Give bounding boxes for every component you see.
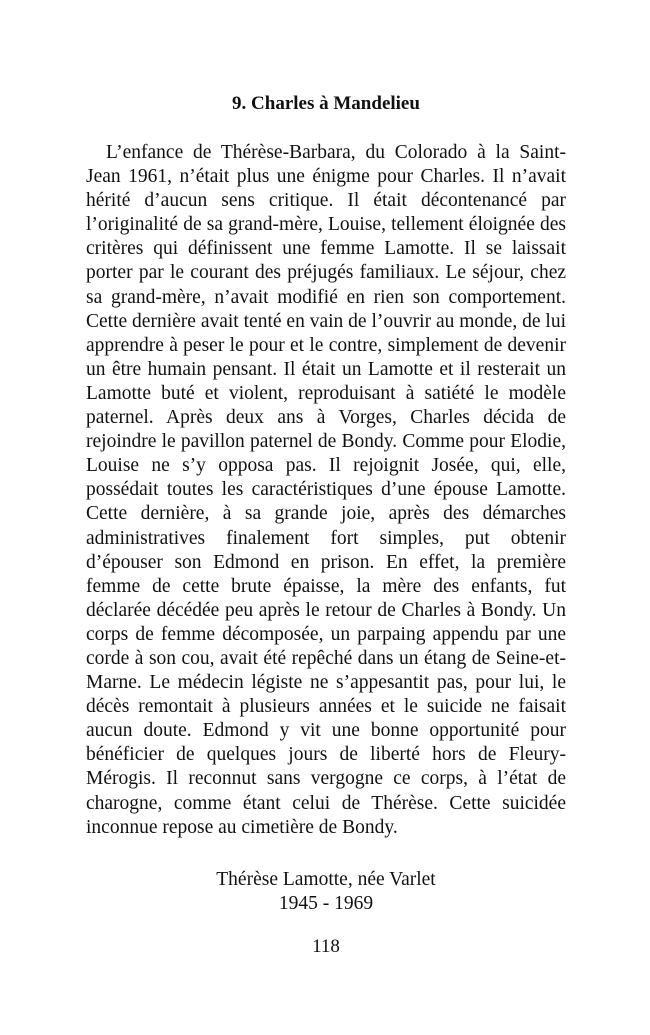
book-page bbox=[86, 0, 566, 1035]
dedication-dates: 1945 - 1969 bbox=[278, 893, 374, 914]
chapter-title: 9. Charles à Mandelieu bbox=[232, 93, 420, 114]
page-number: 118 bbox=[312, 936, 340, 957]
chapter-paragraph: L’enfance de Thérèse-Barbara, du Colorado à la Saint-Jean 1961, n’était plus une énigme pour Charles. Il n’avait hérité d’aucun sens critique. Il était décontenancé par l’originalité de sa grand-mère, Louise, tellement éloignée des critères qui définissent une femme Lamotte. Il se laissait porter par le courant des préjugés familiaux. Le séjour, chez sa grand-mère, n’avait modifié en rien son comportement. Cette dernière avait tenté en vain de l’ouvrir au monde, de lui apprendre à peser le pour et le contre, simplement de devenir un être humain pensant. Il était un Lamotte et il resterait un Lamotte buté et violent, reproduisant à satiété le modèle paternel. Après deux ans à Vorges, Charles décida de rejoindre le pavillon paternel de Bondy. Comme pour Elodie, Louise ne s’y opposa pas. Il rejoignit Josée, qui, elle, possédait toutes les caractéristiques d’une épouse Lamotte. Cette dernière, à sa grande joie, après des démarches administratives finalement fort simples, put obtenir d’épouser son Edmond en prison. En effet, la première femme de cette brute épaisse, la mère des enfants, fut déclarée décédée peu après le retour de Charles à Bondy. Un corps de femme décomposée, un parpaing appendu par une corde à son cou, avait été repêché dans un étang de Seine-et-Marne. Le médecin légiste ne s’appesantit pas, pour lui, le décès remontait à plusieurs années et le suicide ne faisait aucun doute. Edmond y vit une bonne opportunité pour bénéficier de quelques jours de liberté hors de Fleury-Mérogis. Il reconnut sans vergogne ce corps, à l’état de charogne, comme étant celui de Thérèse. Cette suicidée inconnue repose au cimetière de Bondy. bbox=[86, 142, 566, 838]
dedication bbox=[86, 868, 566, 916]
dedication-name: Thérèse Lamotte, née Varlet bbox=[216, 869, 436, 890]
